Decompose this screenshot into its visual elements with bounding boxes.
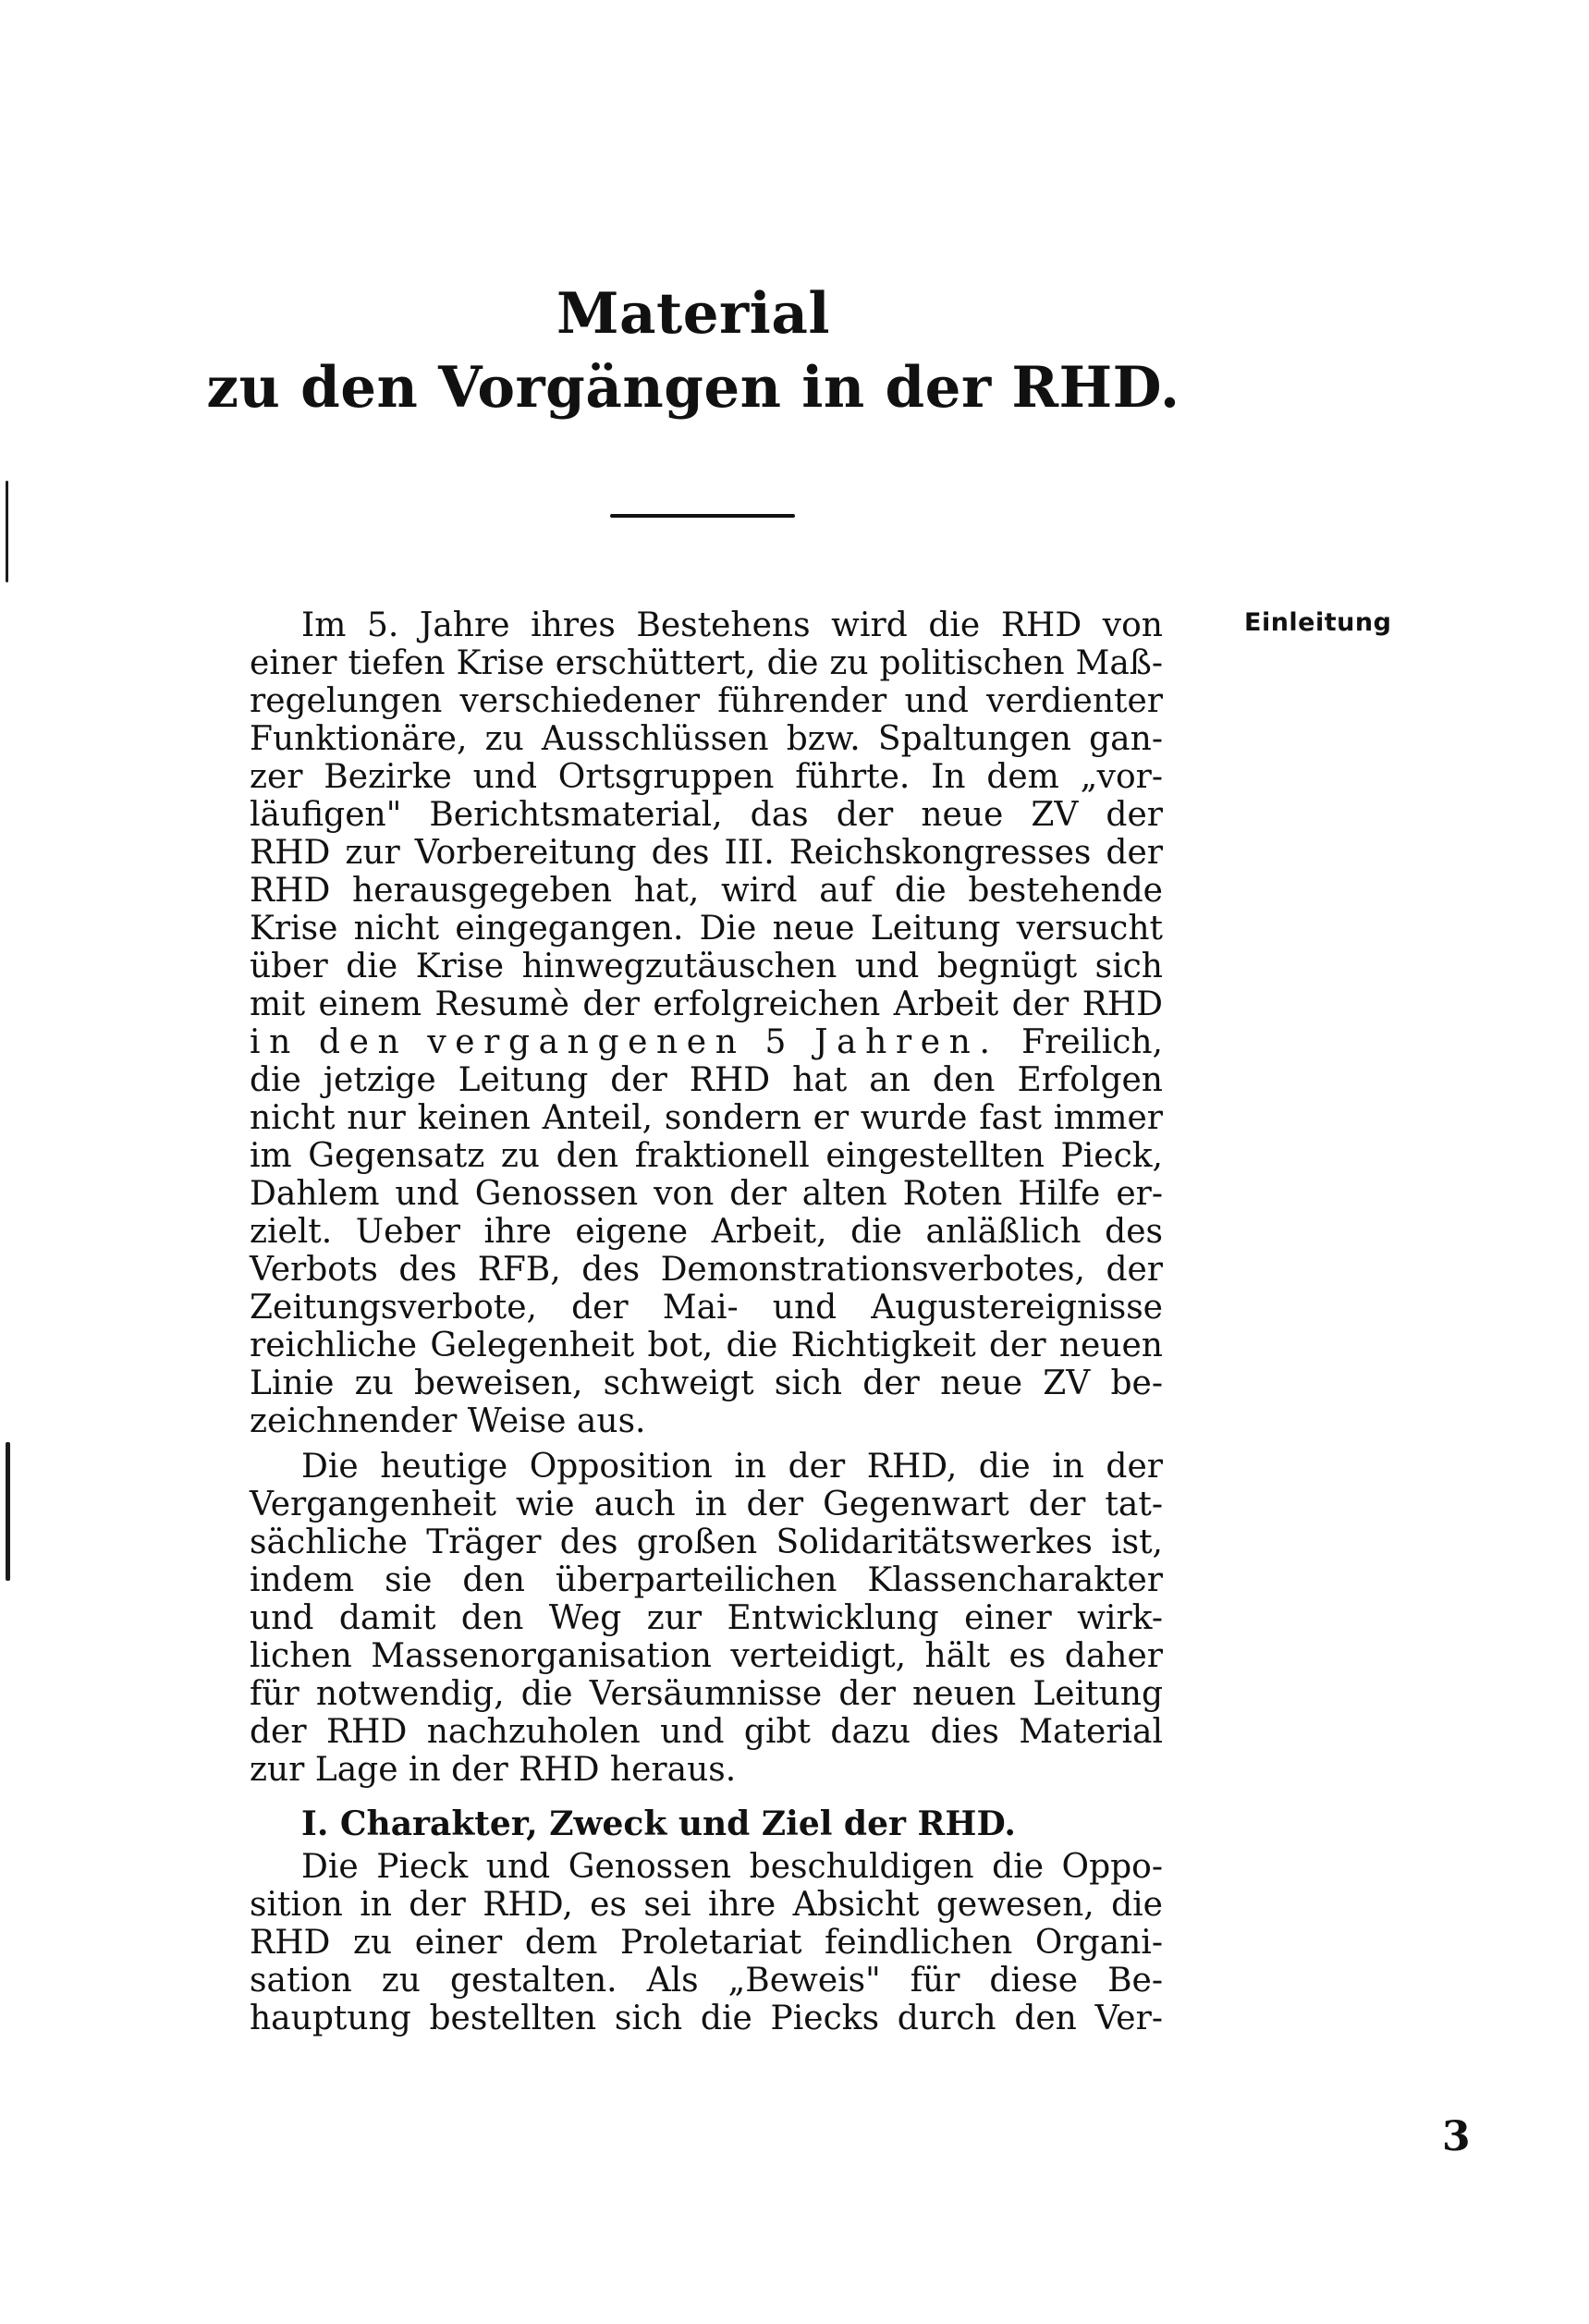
text-line: nicht nur keinen Anteil, sondern er wurde fast immer	[250, 1099, 1163, 1137]
paragraph-3	[250, 1848, 1163, 2037]
body-text	[250, 606, 1163, 2037]
text-line: mit einem Resumè der erfolgreichen Arbeit der RHD	[250, 985, 1163, 1023]
text-line: die jetzige Leitung der RHD hat an den Erfolgen	[250, 1061, 1163, 1099]
text-line: indem sie den überparteilichen Klassencharakter	[250, 1561, 1163, 1599]
text-line: hauptung bestellten sich die Piecks durch den Ver-	[250, 2000, 1163, 2037]
paragraph-1	[250, 606, 1163, 1440]
text-line: sation zu gestalten. Als „Beweis" für diese Be-	[250, 1962, 1163, 2000]
text-line: und damit den Weg zur Entwicklung einer wirk-	[250, 1599, 1163, 1637]
text-line: Krise nicht eingegangen. Die neue Leitung versucht	[250, 910, 1163, 948]
title-divider	[610, 514, 795, 518]
text-line: zur Lage in der RHD heraus.	[250, 1751, 737, 1789]
page-number: 3	[1442, 2113, 1471, 2160]
text-line: Vergangenheit wie auch in der Gegenwart der tat-	[250, 1486, 1163, 1523]
emphasized-phrase: in den vergangenen 5 Jahren.	[250, 1023, 999, 1061]
scan-edge-mark	[6, 1442, 10, 1581]
title-line-2: zu den Vorgängen in der RHD.	[206, 355, 1180, 421]
text-line: Dahlem und Genossen von der alten Roten Hilfe er-	[250, 1175, 1163, 1213]
text-line: zeichnender Weise aus.	[250, 1402, 646, 1440]
text-line: RHD herausgegeben hat, wird auf die bestehende	[250, 872, 1163, 910]
text-line: einer tiefen Krise erschüttert, die zu politischen Maß-	[250, 644, 1163, 682]
text-line: RHD zu einer dem Proletariat feindlichen Organi-	[250, 1924, 1163, 1962]
text-line: für notwendig, die Versäumnisse der neuen Leitung	[250, 1675, 1163, 1713]
text-line: Zeitungsverbote, der Mai- und Augustereignisse	[250, 1289, 1163, 1327]
text-line: lichen Massenorganisation verteidigt, hält es daher	[250, 1637, 1163, 1675]
text-line: reichliche Gelegenheit bot, die Richtigkeit der neuen	[250, 1327, 1163, 1364]
section-heading: I. Charakter, Zweck und Ziel der RHD.	[301, 1804, 1016, 1843]
text-line: über die Krise hinwegzutäuschen und begnügt sich	[250, 948, 1163, 985]
text-line: läufigen" Berichtsmaterial, das der neue ZV der	[250, 796, 1163, 834]
text-line: sächliche Träger des großen Solidaritätswerkes ist,	[250, 1523, 1163, 1561]
text-fragment: Freilich,	[1021, 1023, 1163, 1061]
title-line-1: Material	[556, 281, 831, 347]
text-line: Verbots des RFB, des Demonstrationsverbotes, der	[250, 1251, 1163, 1289]
text-line: Im 5. Jahre ihres Bestehens wird die RHD von	[301, 606, 1163, 644]
margin-note: Einleitung	[1244, 608, 1392, 637]
text-line: Die heutige Opposition in der RHD, die in der	[301, 1448, 1163, 1486]
text-line: im Gegensatz zu den fraktionell eingestellten Pieck,	[250, 1137, 1163, 1175]
scan-edge-mark	[6, 481, 8, 582]
paragraph-2	[250, 1448, 1163, 1789]
text-line: Linie zu beweisen, schweigt sich der neue ZV be-	[250, 1364, 1163, 1402]
text-line: regelungen verschiedener führender und verdienter	[250, 682, 1163, 720]
text-line: der RHD nachzuholen und gibt dazu dies Material	[250, 1713, 1163, 1751]
text-line	[250, 1023, 1163, 1061]
document-title	[0, 277, 1387, 425]
text-line: Funktionäre, zu Ausschlüssen bzw. Spaltungen gan-	[250, 720, 1163, 758]
text-line: sition in der RHD, es sei ihre Absicht gewesen, die	[250, 1886, 1163, 1924]
text-line: zer Bezirke und Ortsgruppen führte. In dem „vor-	[250, 758, 1163, 796]
text-line: Die Pieck und Genossen beschuldigen die Oppo-	[301, 1848, 1163, 1886]
text-line: zielt. Ueber ihre eigene Arbeit, die anläßlich des	[250, 1213, 1163, 1251]
text-line: RHD zur Vorbereitung des III. Reichskongresses der	[250, 834, 1163, 872]
